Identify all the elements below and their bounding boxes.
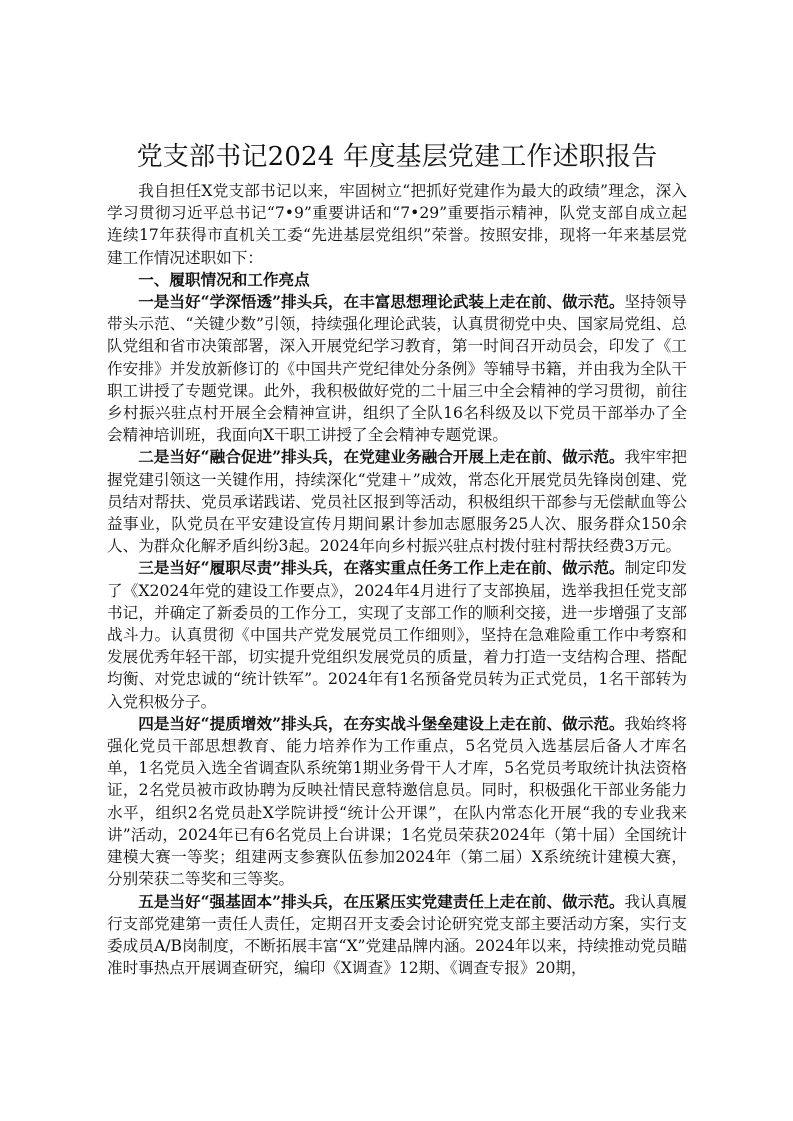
item-paragraph-1 (107, 291, 687, 446)
item-paragraph-4 (107, 713, 687, 891)
item-body-5: 我认真履行支部党建第一责任人责任，定期召开支委会讨论研究党支部主要活动方案，实行支委成员A/B岗制度，不断拓展丰富“X”党建品牌内涵。2024年以来，持续推动党员瞄准时事热点开展调查研究，编印《X调查》12期、《调查专报》20期， (107, 892, 687, 978)
item-lead-3: 三是当好“履职尽责”排头兵，在落实重点任务工作上走在前、做示范。 (138, 558, 625, 578)
item-body-4: 我始终将强化党员干部思想教育、能力培养作为工作重点，5名党员入选基层后备人才库名单，1名党员入选全省调查队系统第1期业务骨干人才库，5名党员考取统计执法资格证，2名党员被市政协聘为反映社情民意特邀信息员。同时，积极强化干部业务能力水平，组织2名党员赴X学院讲授“统计公开课”，在队内常态化开展“我的专业我来讲”活动，2024年已有6名党员上台讲课；1名党员荣获2024年（第十届）全国统计建模大赛一等奖；组建两支参赛队伍参加2024年（第二届）X系统统计建模大赛，分别荣获二等奖和三等奖。 (107, 714, 687, 889)
item-lead-2: 二是当好“融合促进”排头兵，在党建业务融合开展上走在前、做示范。 (138, 447, 625, 467)
section-heading: 一、履职情况和工作亮点 (138, 269, 310, 289)
item-lead-4: 四是当好“提质增效”排头兵，在夯实战斗堡垒建设上走在前、做示范。 (138, 713, 625, 733)
item-lead-1: 一是当好“学深悟透”排头兵，在丰富思想理论武装上走在前、做示范。 (138, 292, 625, 312)
intro-paragraph: 我自担任X党支部书记以来，牢固树立“把抓好党建作为最大的政绩”理念，深入学习贯彻习近平总书记“7•9”重要讲话和“7•29”重要指示精神，队党支部自成立起连续17年获得市直机关工委“先进基层党组织”荣誉。按照安排，现将一年来基层党建工作情况述职如下： (107, 182, 687, 267)
page-title: 党支部书记2024 年度基层党建工作述职报告 (136, 142, 658, 172)
item-paragraph-5 (107, 891, 687, 980)
item-body-2: 我牢牢把握党建引领这一关键作用，持续深化“党建＋”成效，常态化开展党员先锋岗创建、党员结对帮扶、党员承诺践诺、党员社区报到等活动，积极组织干部参与无偿献血等公益事业，队党员在平安建设宣传月期间累计参加志愿服务25人次、服务群众150余人、为群众化解矛盾纠纷3起。2024年向乡村振兴驻点村拨付驻村帮扶经费3万元。 (107, 448, 687, 556)
item-paragraph-2 (107, 446, 687, 557)
item-paragraph-3 (107, 557, 687, 712)
item-body-1: 坚持领导带头示范、“关键少数”引领，持续强化理论武装，认真贯彻党中央、国家局党组、总队党组和省市决策部署，深入开展党纪学习教育，第一时间召开动员会，印发了《工作安排》并发放新修订的《中国共产党纪律处分条例》等辅导书籍，并由我为全队干职工讲授了专题党课。此外，我积极做好党的二十届三中全会精神的学习贯彻，前往乡村振兴驻点村开展全会精神宣讲，组织了全队16名科级及以下党员干部举办了全会精神培训班，我面向X干职工讲授了全会精神专题党课。 (107, 293, 687, 445)
item-lead-5: 五是当好“强基固本”排头兵，在压紧压实党建责任上走在前、做示范。 (138, 891, 625, 911)
item-body-3: 制定印发了《X2024年党的建设工作要点》，2024年4月进行了支部换届，选举我担任党支部书记，并确定了新委员的工作分工，实现了支部工作的顺利交接，进一步增强了支部战斗力。认真贯彻《中国共产党发展党员工作细则》，坚持在急难险重工作中考察和发展优秀年轻干部，切实提升党组织发展党员的质量，着力打造一支结构合理、搭配均衡、对党忠诚的“统计铁军”。2024年有1名预备党员转为正式党员，1名干部转为入党积极分子。 (107, 559, 687, 711)
report-page (107, 140, 687, 979)
